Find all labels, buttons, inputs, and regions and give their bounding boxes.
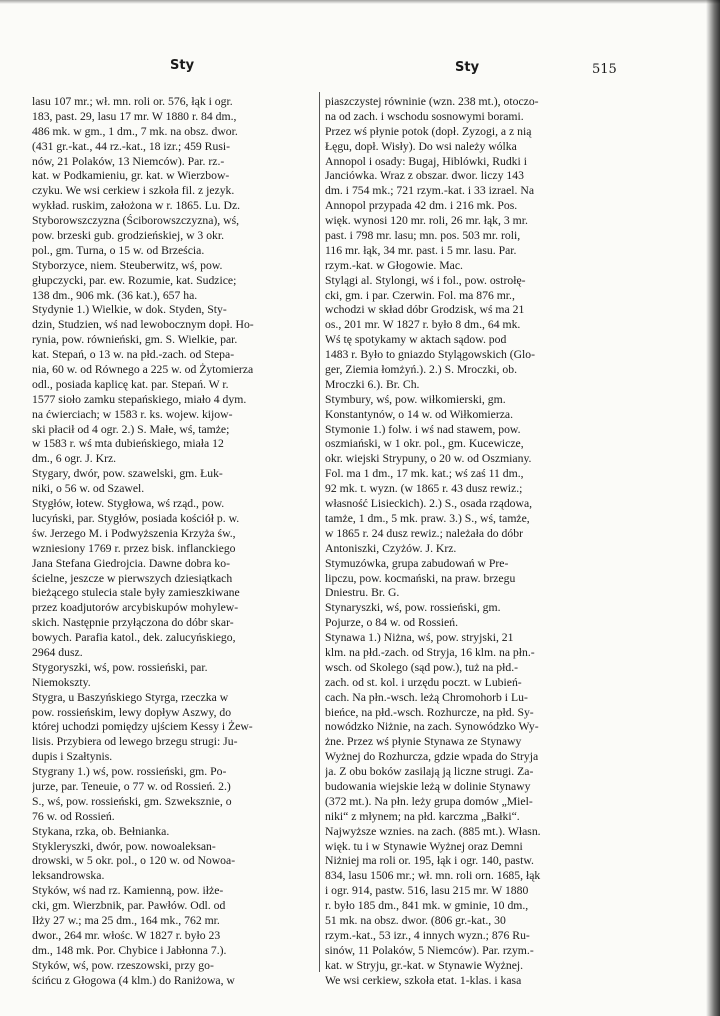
text-line: Dniestru. Br. G. — [325, 586, 400, 600]
text-line: klm. na płd.-zach. od Stryja, 16 klm. na płn.- — [325, 645, 535, 659]
text-line: wzniesiony 1769 r. przez bisk. inflanckiego — [32, 541, 236, 555]
text-line: więk. wynosi 120 mr. roli, 26 mr. łąk, 3 mr. — [325, 214, 528, 228]
text-line: przez koadjutorów arcybiskupów mohylew- — [32, 601, 239, 615]
text-line: Łęgu, dopł. Wisły). Do wsi należy wólka — [325, 139, 517, 153]
text-line: okr. wiejski Strypuny, o 20 w. od Oszmiany. — [325, 452, 532, 466]
text-line: wykład. ruskim, założona w r. 1865. Lu. Dz. — [32, 199, 241, 213]
text-line: Najwyższe wznies. na zach. (885 mt.). Własn. — [325, 824, 541, 838]
text-line: bieńce, na płd.-wsch. Rozhurcze, na płd. Sy- — [325, 705, 534, 719]
text-line: głupczycki, par. ew. Rozumie, kat. Sudzice; — [32, 273, 237, 287]
text-line: Styków, wś, pow. rzeszowski, przy go- — [32, 958, 214, 972]
text-line: Przez wś płynie potok (dopł. Zyzogi, a z nią — [325, 124, 532, 138]
text-line: 1577 sioło zamku stepańskiego, miało 4 dym. — [32, 392, 247, 406]
text-line: ja. Z obu boków zasilają ją liczne strugi. Za- — [325, 765, 534, 779]
left-running-head: Sty — [170, 58, 195, 73]
text-line: wchodzi w skład dóbr Grodzisk, wś ma 21 — [325, 303, 525, 317]
text-line: rynia, pow. równieński, gm. S. Wielkie, par. — [32, 333, 238, 347]
text-line: Stynawa 1.) Niżna, wś, pow. stryjski, 21 — [325, 631, 514, 645]
text-line: bieżącego stulecia stale były zamieszkiwane — [32, 586, 240, 600]
text-line: żne. Przez wś płynie Stynawa ze Stynawy — [325, 735, 522, 749]
text-line: Stymbury, wś, pow. wiłkomierski, gm. — [325, 392, 506, 406]
text-line: dm., 148 mk. Por. Chybice i Jabłonna 7.). — [32, 943, 227, 957]
text-line: Konstantynów, o 14 w. od Wiłkomierza. — [325, 407, 514, 421]
text-line: 138 dm., 906 mk. (36 kat.), 657 ha. — [32, 288, 198, 302]
text-line: niki“ z młynem; na płd. karczma „Bałki“. — [325, 809, 520, 823]
column-divider — [319, 92, 320, 972]
text-line: 51 mk. na obsz. dwor. (806 gr.-kat., 30 — [325, 913, 506, 927]
text-line: rzym.-kat., 53 izr., 4 innych wyzn.; 876 Ru- — [325, 928, 530, 942]
text-line: w 1583 r. wś mta dubieńskiego, miała 12 — [32, 437, 224, 451]
text-line: pow. brzeski gub. grodzieńskiej, w 3 okr. — [32, 229, 225, 243]
text-line: dm. i 754 mk.; 721 rzym.-kat. i 33 izrael. Na — [325, 184, 535, 198]
text-line: bowych. Parafia katol., dek. zalucyńskiego, — [32, 631, 236, 645]
text-line: rzym.-kat. w Głogowie. Mac. — [325, 258, 463, 272]
text-line: 76 w. od Rossień. — [32, 809, 115, 823]
right-column — [325, 95, 607, 988]
text-line: dupis i Szałtynis. — [32, 750, 113, 764]
text-line: budowania wiejskie leżą w dolinie Stynawy — [325, 779, 531, 793]
text-line: lisis. Przybiera od lewego brzegu strugi: Ju- — [32, 735, 238, 749]
text-line: Stymuzówka, grupa zabudowań w Pre- — [325, 556, 509, 570]
text-line: 116 mr. łąk, 34 mr. past. i 5 mr. lasu. Par. — [325, 243, 517, 257]
text-line: czyku. We wsi cerkiew i szkoła fil. z jezyk. — [32, 184, 235, 198]
text-line: (431 gr.-kat., 44 rz.-kat., 18 izr.; 459 Rusi- — [32, 139, 231, 153]
text-line: 1483 r. Było to gniazdo Stylągowskich (Glo- — [325, 348, 536, 362]
text-line: drowski, w 5 okr. pol., o 120 w. od Nowoa- — [32, 854, 236, 868]
text-line: więk. tu i w Stynawie Wyżnej oraz Demni — [325, 839, 523, 853]
text-line: Wyżnej do Rozhurcza, gdzie wpada do Stryja — [325, 750, 539, 764]
text-line: Janciówka. Wraz z obszar. dwor. liczy 143 — [325, 169, 524, 183]
text-line: ger, Ziemia łomżyń.). 2.) S. Mroczki, ob. — [325, 363, 518, 377]
text-line: Antoniszki, Czyżów. J. Krz. — [325, 541, 457, 555]
text-line: Mroczki 6.). Br. Ch. — [325, 377, 420, 391]
text-line: ski płacił od 4 ogr. 2.) S. Małe, wś, tamże; — [32, 422, 230, 436]
text-line: 183, past. 29, lasu 17 mr. W 1880 r. 84 dm., — [32, 109, 237, 123]
text-line: dm., 6 ogr. J. Krz. — [32, 452, 117, 466]
page-edge-shadow — [706, 0, 720, 1016]
text-line: Wś tę spotykamy w aktach sądow. pod — [325, 333, 507, 347]
text-line: cki, gm. Wierzbnik, par. Pawłów. Odl. od — [32, 899, 226, 913]
text-line: S., wś, pow. rossieński, gm. Szweksznie, o — [32, 794, 232, 808]
text-line: ścińcu z Głogowa (4 klm.) do Raniżowa, w — [32, 973, 235, 987]
text-line: Jana Stefana Giedrojcia. Dawne dobra ko- — [32, 556, 230, 570]
text-line: Stykana, rzka, ob. Bełnianka. — [32, 824, 170, 838]
text-line: piaszczystej równinie (wzn. 238 mt.), otoczo- — [325, 95, 539, 108]
text-line: Annopol przypada 42 dm. i 216 mk. Pos. — [325, 199, 518, 213]
page-number: 515 — [592, 62, 617, 77]
text-line: nów, 21 Polaków, 13 Niemców). Par. rz.- — [32, 154, 225, 168]
text-line: pow. rossieńskim, lewy dopływ Aszwy, do — [32, 705, 232, 719]
text-line: dwor., 264 mr. włośc. W 1827 r. było 23 — [32, 928, 221, 942]
text-line: i ogr. 914, pastw. 516, lasu 215 mr. W 1880 — [325, 884, 529, 898]
text-line: cach. Na płn.-wsch. leżą Chromohorb i Lu- — [325, 690, 528, 704]
text-line: Styków, wś nad rz. Kamienną, pow. iłże- — [32, 884, 224, 898]
text-line: Stynaryszki, wś, pow. rossieński, gm. — [325, 601, 501, 615]
text-line: lucyński, par. Stygłów, posiada kościół p. w. — [32, 511, 240, 525]
text-line: wsch. od Skolego (sąd pow.), tuż na płd.- — [325, 660, 519, 674]
text-line: lipczu, pow. kocmański, na praw. brzegu — [325, 571, 516, 585]
text-line: pol., gm. Turna, o 15 w. od Brześcia. — [32, 243, 205, 257]
text-line: We wsi cerkiew, szkoła etat. 1-klas. i kasa — [325, 973, 522, 987]
text-line: cki, gm. i par. Czerwin. Fol. ma 876 mr., — [325, 288, 515, 302]
text-line: oszmiański, w 1 okr. pol., gm. Kucewicze, — [325, 437, 524, 451]
text-line: której uchodzi pomiędzy ujściem Kessy i Żew- — [32, 720, 253, 734]
text-line: sinów, 11 Polaków, 5 Niemców). Par. rzym.- — [325, 943, 534, 957]
page-header — [0, 58, 720, 80]
text-line: jurze, par. Teneuie, o 77 w. od Rossień. 2.) — [32, 779, 231, 793]
text-line: Stygrany 1.) wś, pow. rossieński, gm. Po- — [32, 765, 227, 779]
text-line: nowódzko Niżnie, na zach. Synowódzko Wy- — [325, 720, 539, 734]
text-line: zach. od st. kol. i urzędu poczt. w Lubień- — [325, 675, 522, 689]
text-line: własność Lisieckich). 2.) S., osada rządowa, — [325, 497, 533, 511]
text-line: Stygary, dwór, pow. szawelski, gm. Łuk- — [32, 467, 223, 481]
text-line: ścielne, jeszcze w pierwszych dziesiątkach — [32, 571, 233, 585]
text-line: Stymonie 1.) folw. i wś nad stawem, pow. — [325, 422, 521, 436]
text-line: kat. w Podkamieniu, gr. kat. w Wierzbow- — [32, 169, 230, 183]
text-line: na ćwierciach; w 1583 r. ks. wojew. kijow- — [32, 407, 233, 421]
text-line: Pojurze, o 84 w. od Rossień. — [325, 616, 458, 630]
text-line: 486 mk. w gm., 1 dm., 7 mk. na obsz. dwor. — [32, 124, 238, 138]
text-line: odl., posiada kaplicę kat. par. Stepań. W r. — [32, 377, 229, 391]
text-line: niki, o 56 w. od Szawel. — [32, 482, 145, 496]
text-line: Stydynie 1.) Wielkie, w dok. Styden, Sty- — [32, 303, 227, 317]
text-line: os., 201 mr. W 1827 r. było 8 dm., 64 mk. — [325, 318, 521, 332]
text-line: w 1865 r. 24 dusz rewiz.; należała do dóbr — [325, 526, 523, 540]
text-line: Niemokszty. — [32, 675, 91, 689]
right-running-head: Sty — [455, 60, 480, 75]
text-line: Iłży 27 w.; ma 25 dm., 164 mk., 762 mr. — [32, 913, 220, 927]
text-line: Stygoryszki, wś, pow. rossieński, par. — [32, 660, 208, 674]
text-line: kat. w Stryju, gr.-kat. w Stynawie Wyżnej. — [325, 958, 524, 972]
text-line: Stylągi al. Stylongi, wś i fol., pow. ostrołę- — [325, 273, 526, 287]
text-line: 2964 dusz. — [32, 645, 83, 659]
text-line: r. było 185 dm., 841 mk. w gminie, 10 dm., — [325, 899, 529, 913]
text-line: Stygłów, łotew. Stygłowa, wś rząd., pow. — [32, 497, 225, 511]
page-top-shadow — [0, 0, 720, 4]
text-line: lasu 107 mr.; wł. mn. roli or. 576, łąk i ogr. — [32, 95, 233, 108]
text-line: 92 mk. t. wyzn. (w 1865 r. 43 dusz rewiz.; — [325, 482, 523, 496]
text-line: dzin, Studzien, wś nad lewobocznym dopł. Ho- — [32, 318, 254, 332]
text-line: na od zach. i wschodu sosnowymi borami. — [325, 109, 524, 123]
text-line: (372 mt.). Na płn. leży grupa domów „Miel- — [325, 794, 533, 808]
text-line: Styborzyce, niem. Steuberwitz, wś, pow. — [32, 258, 223, 272]
text-line: Stygra, u Baszyńskiego Styrga, rzeczka w — [32, 690, 229, 704]
text-line: Styborowszczyzna (Ściborowszczyzna), wś, — [32, 214, 240, 228]
text-line: Fol. ma 1 dm., 17 mk. kat.; wś zaś 11 dm., — [325, 467, 524, 481]
text-line: Niżniej ma roli or. 195, łąk i ogr. 140, pastw. — [325, 854, 534, 868]
text-line: skich. Następnie przyłączona do dóbr skar- — [32, 616, 234, 630]
text-line: leksandrowska. — [32, 869, 105, 883]
text-line: past. i 798 mr. lasu; mn. pos. 503 mr. roli, — [325, 229, 521, 243]
text-line: tamże, 1 dm., 5 mk. praw. 3.) S., wś, tamże, — [325, 511, 530, 525]
left-column — [32, 95, 314, 988]
text-line: Annopol i osady: Bugaj, Hiblówki, Rudki i — [325, 154, 527, 168]
text-line: nia, 60 w. od Równego a 225 w. od Żytomierza — [32, 363, 254, 377]
text-line: kat. Stepań, o 13 w. na płd.-zach. od Stepa- — [32, 348, 235, 362]
text-line: 834, lasu 1506 mr.; wł. mn. roli orn. 1685, łąk — [325, 869, 541, 883]
text-line: św. Jerzego M. i Podwyższenia Krzyża św., — [32, 526, 236, 540]
text-line: Stykleryszki, dwór, pow. nowoaleksan- — [32, 839, 216, 853]
